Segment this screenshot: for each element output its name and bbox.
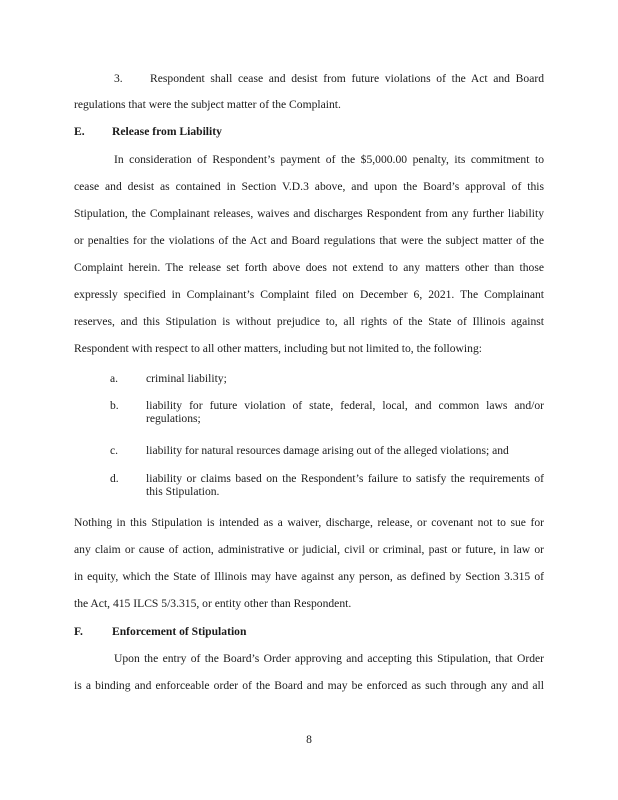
- list-item-b-text: liability for future violation of state, federal, local, and common laws and/or: [146, 399, 544, 412]
- section-e-para2-line: Nothing in this Stipulation is intended as a waiver, discharge, release, or covenant not to sue for: [74, 516, 544, 529]
- section-e-letter: E.: [74, 125, 85, 138]
- list-item-a-text: criminal liability;: [146, 372, 227, 385]
- section-e-para-line: Stipulation, the Complainant releases, waives and discharges Respondent from any further liability: [74, 207, 544, 220]
- section-e-para2-line: the Act, 415 ILCS 5/3.315, or entity other than Respondent.: [74, 597, 352, 610]
- section-f-para-line: is a binding and enforceable order of the Board and may be enforced as such through any and all: [74, 679, 544, 692]
- section-e-para2-line: any claim or cause of action, administrative or judicial, civil or criminal, past or future, in law or: [74, 543, 544, 556]
- section-e-para-line: expressly specified in Complainant’s Complaint filed on December 6, 2021. The Complainant: [74, 288, 544, 301]
- list-item-c-text: liability for natural resources damage arising out of the alleged violations; and: [146, 444, 509, 457]
- item-3-number: 3.: [114, 72, 123, 85]
- section-f-para-line: Upon the entry of the Board’s Order approving and accepting this Stipulation, that Order: [114, 652, 544, 665]
- section-e-title: Release from Liability: [112, 125, 222, 138]
- section-e-para-line: Complaint herein. The release set forth above does not extend to any matters other than those: [74, 261, 544, 274]
- section-f-title: Enforcement of Stipulation: [112, 625, 247, 638]
- list-item-marker-a: a.: [110, 372, 119, 385]
- section-e-para-line: cease and desist as contained in Section V.D.3 above, and upon the Board’s approval of this: [74, 180, 544, 193]
- item-3-line-2: regulations that were the subject matter of the Complaint.: [74, 98, 341, 111]
- section-e-para-line: Respondent with respect to all other matters, including but not limited to, the following:: [74, 342, 482, 355]
- list-item-d-text: liability or claims based on the Respondent’s failure to satisfy the requirements of: [146, 472, 544, 485]
- section-f-letter: F.: [74, 625, 83, 638]
- section-e-para-line: In consideration of Respondent’s payment of the $5,000.00 penalty, its commitment to: [114, 153, 544, 166]
- section-e-para-line: reserves, and this Stipulation is without prejudice to, all rights of the State of Illinois against: [74, 315, 544, 328]
- list-item-b-text-cont: regulations;: [146, 412, 201, 425]
- item-3-line-1: Respondent shall cease and desist from future violations of the Act and Board: [150, 72, 544, 85]
- list-item-d-text-cont: this Stipulation.: [146, 485, 220, 498]
- list-item-marker-d: d.: [110, 472, 119, 485]
- list-item-marker-c: c.: [110, 444, 119, 457]
- section-e-para-line: or penalties for the violations of the Act and Board regulations that were the subject matter of the: [74, 234, 544, 247]
- page-number: 8: [306, 733, 312, 746]
- section-e-para2-line: in equity, which the State of Illinois may have against any person, as defined by Section 3.315 of: [74, 570, 544, 583]
- list-item-marker-b: b.: [110, 399, 119, 412]
